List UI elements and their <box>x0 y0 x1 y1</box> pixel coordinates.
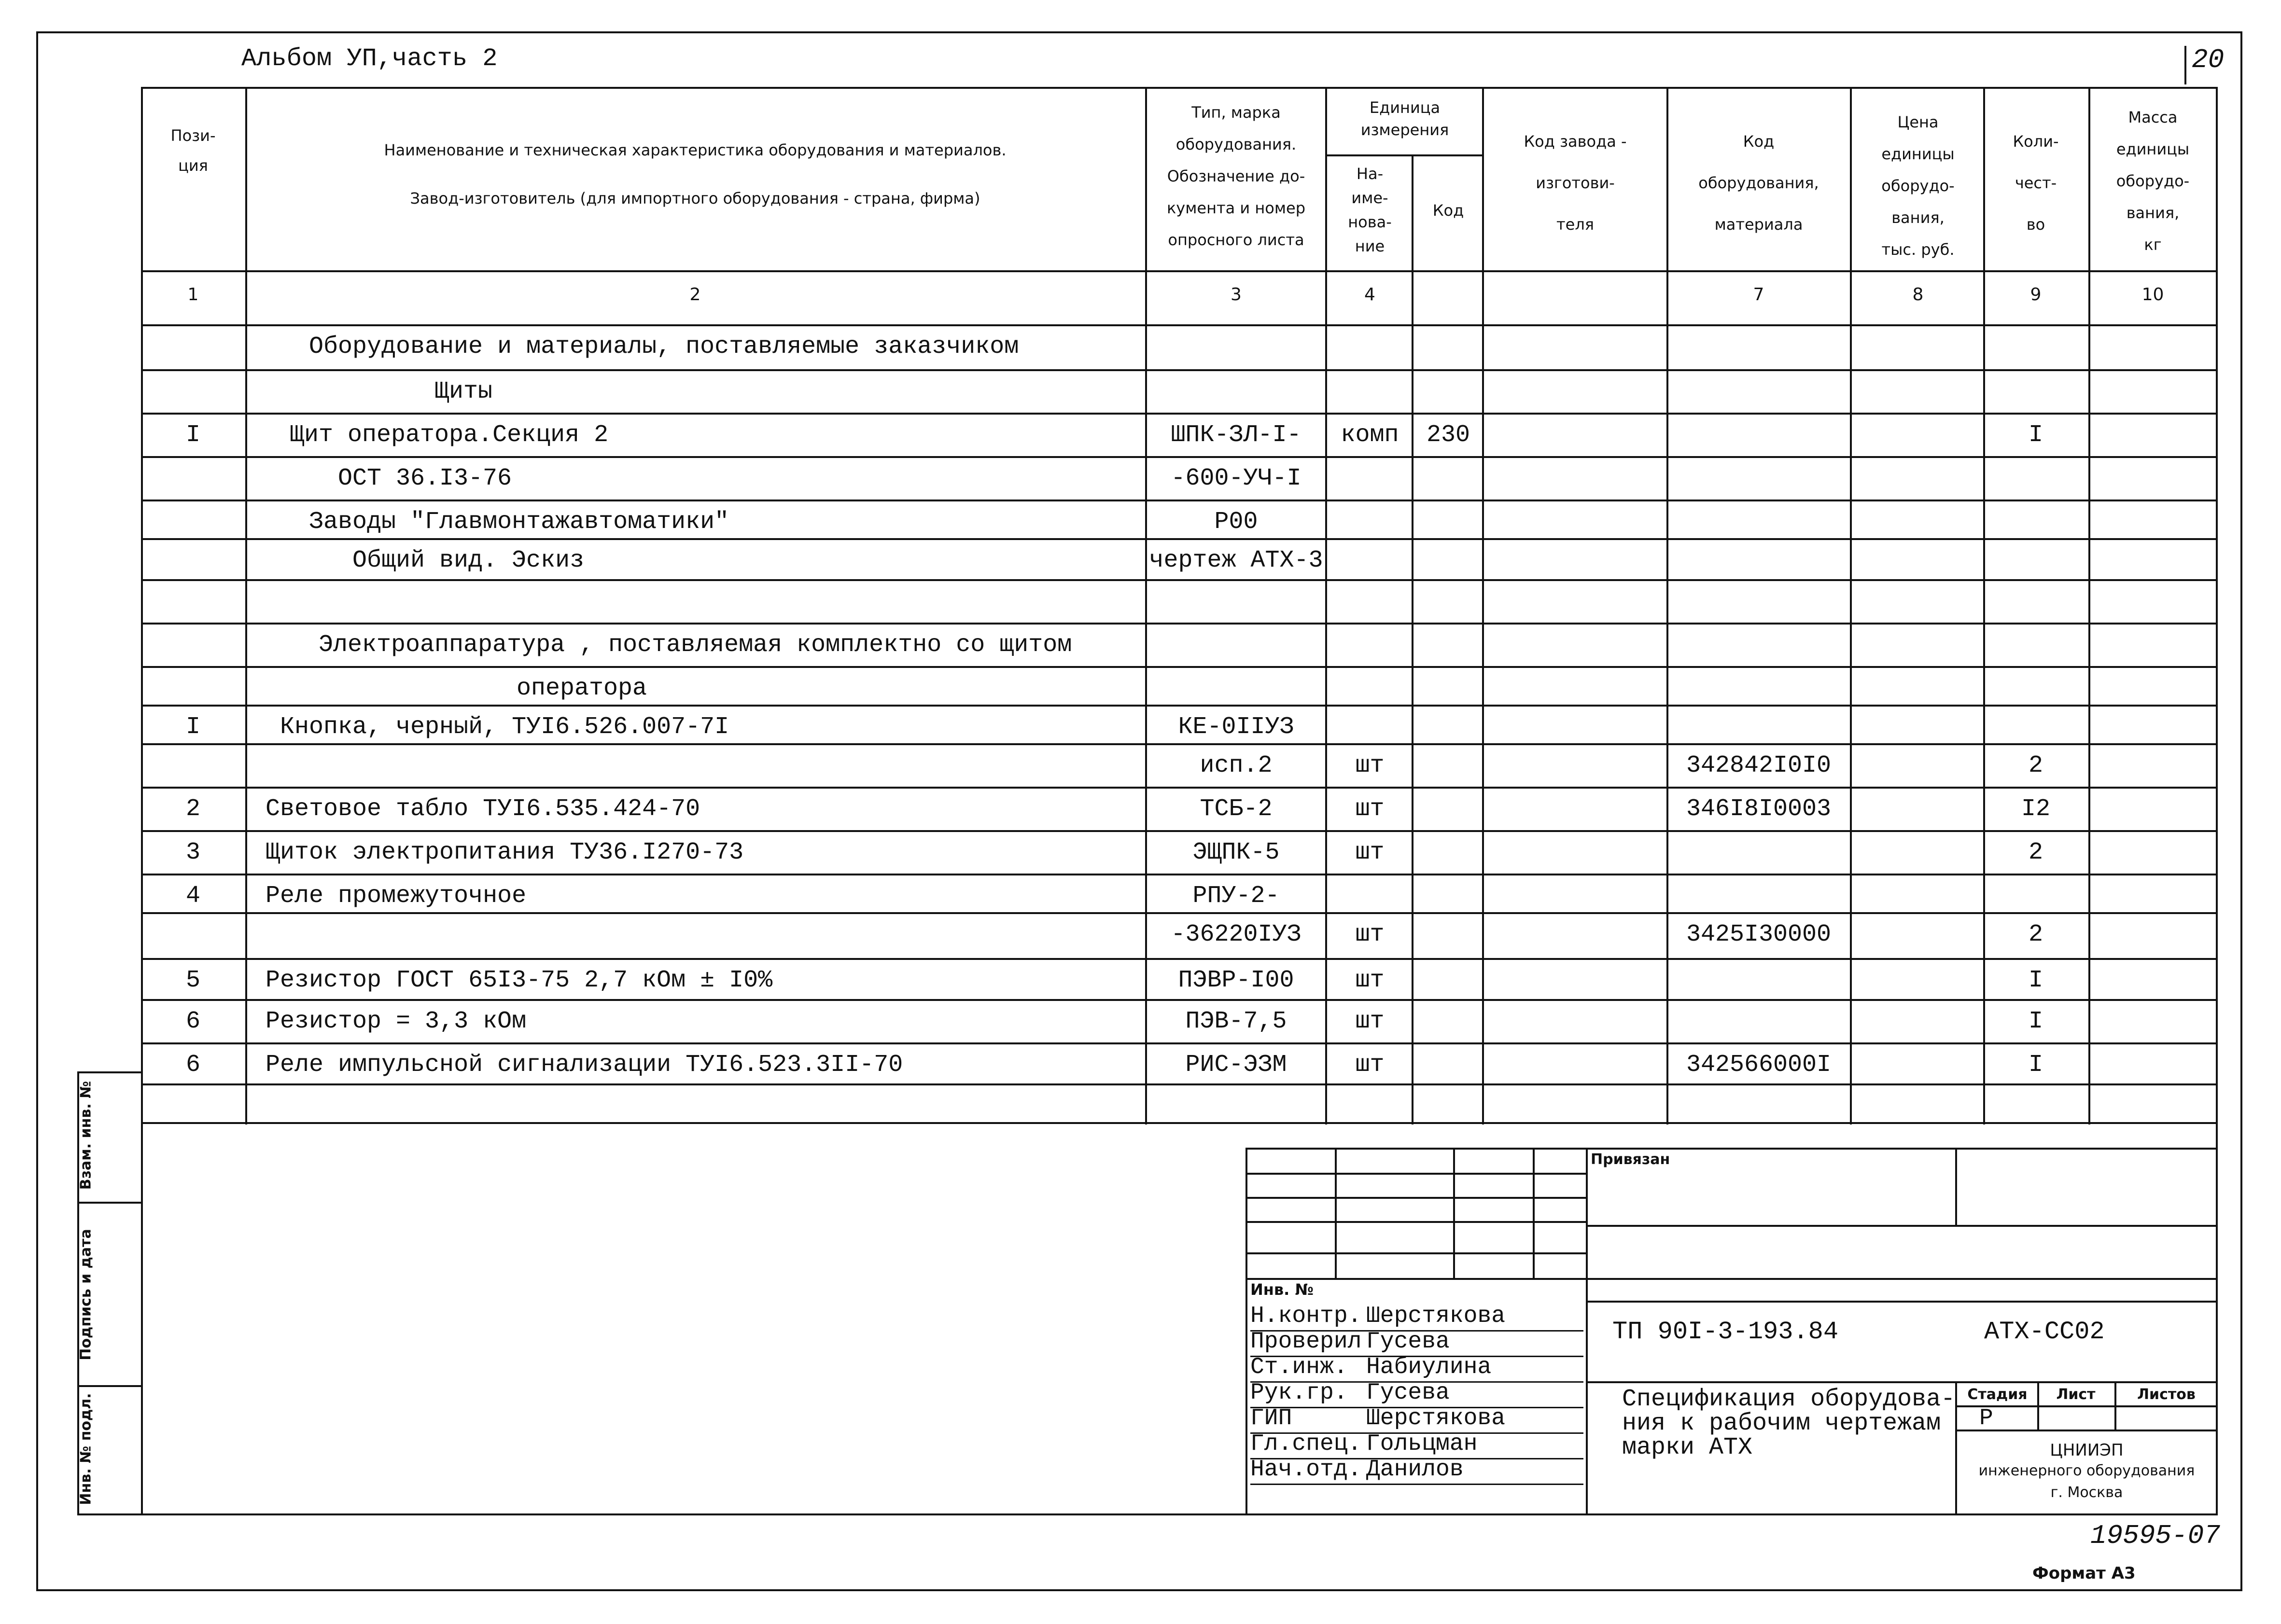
frame-right-border <box>2240 31 2242 1591</box>
row-position: 6 <box>185 1008 200 1035</box>
signature-name: Данилов <box>1366 1457 1464 1483</box>
org-line3: г. Москва <box>2050 1484 2123 1501</box>
page-number-divider <box>2184 46 2186 84</box>
row-position: 2 <box>185 795 200 823</box>
row-line <box>141 1083 2218 1085</box>
row-type: исп.2 <box>1200 752 1273 779</box>
header-price: Цена единицы оборудо- вания, тыс. руб. <box>1881 113 1955 259</box>
row-position: 4 <box>185 882 200 910</box>
signature-name: Гусева <box>1366 1380 1450 1406</box>
row-name: оператора <box>517 675 647 702</box>
tb-row-line-3 <box>1245 1221 1586 1223</box>
tb-small-col-1 <box>1335 1148 1337 1278</box>
tb-left-line <box>1245 1148 1247 1514</box>
row-line <box>141 787 2218 789</box>
tb-row-line-1 <box>1245 1173 1586 1175</box>
colnum-9: 9 <box>2030 285 2042 305</box>
header-unit-group: Единица измерения <box>1360 98 1449 139</box>
row-type: ШПК-ЗЛ-I- <box>1171 421 1301 449</box>
frame-top-border <box>36 31 2242 33</box>
colnum-2: 2 <box>689 285 701 305</box>
tb-stage-line-1 <box>1955 1405 2218 1407</box>
colnum-7: 7 <box>1753 285 1764 305</box>
sheet-code: АТХ-СС02 <box>1984 1318 2105 1346</box>
row-type: ПЭВР-I00 <box>1178 967 1294 994</box>
header-quantity: Коли- чест- во <box>2013 132 2059 234</box>
row-line <box>141 413 2218 415</box>
tb-invno-line <box>1245 1278 2218 1280</box>
replace-inv-label: Взам. инв. № <box>77 1081 95 1190</box>
row-name: Оборудование и материалы, поставляемые заказчиком <box>309 333 1019 361</box>
header-name-line1: Наименование и техническая характеристика оборудования и материалов. <box>384 141 1007 159</box>
archive-number: 19595-07 <box>2090 1520 2220 1551</box>
header-unit-code: Код <box>1432 201 1464 220</box>
inv-no-label: Инв. № <box>1250 1280 1314 1299</box>
album-title: Альбом УП,часть 2 <box>241 44 498 73</box>
colnum-10: 10 <box>2141 285 2164 305</box>
col-line-2 <box>1145 87 1147 1124</box>
tb-attached-divider <box>1955 1148 1957 1225</box>
row-type: КЕ-0IIУЗ <box>1178 713 1294 741</box>
row-type: -36220IУЗ <box>1171 921 1301 948</box>
stage-label: Стадия <box>1967 1386 2028 1403</box>
titleblock-right-line <box>2216 1122 2218 1515</box>
tb-small-col-3 <box>1533 1148 1535 1278</box>
row-unit: шт <box>1355 967 1385 994</box>
tb-small-col-2 <box>1453 1148 1455 1278</box>
row-line <box>141 830 2218 832</box>
signature-name: Шерстякова <box>1366 1303 1506 1329</box>
inv-no-orig-label: Инв. № подл. <box>77 1393 95 1505</box>
row-type: Р00 <box>1214 508 1258 536</box>
row-equipment-code: 346I8I0003 <box>1686 795 1832 823</box>
col-line-7 <box>1850 87 1852 1124</box>
row-quantity: I <box>2028 967 2043 994</box>
row-position: 3 <box>185 839 200 866</box>
colnum-4: 4 <box>1364 285 1375 305</box>
row-quantity: I2 <box>2021 795 2050 823</box>
col-line-3 <box>1325 87 1327 1124</box>
colnum-3: 3 <box>1231 285 1242 305</box>
tb-code-top-line <box>1586 1301 2218 1303</box>
row-type: ЭЩПК-5 <box>1192 839 1280 866</box>
tb-title-org-divider <box>1955 1381 1957 1514</box>
signature-name: Гусева <box>1366 1329 1450 1355</box>
sheet-label: Лист <box>2056 1386 2096 1403</box>
tb-stage-col-1 <box>2037 1381 2039 1430</box>
signature-name: Гольцман <box>1366 1431 1478 1457</box>
row-type: -600-УЧ-I <box>1171 465 1301 492</box>
col-line-6 <box>1666 87 1668 1124</box>
sign-date-label: Подпись и дата <box>77 1229 95 1360</box>
row-unit: шт <box>1355 752 1385 779</box>
tb-row-line-4 <box>1245 1252 1586 1254</box>
tb-stage-col-2 <box>2114 1381 2116 1430</box>
frame-left-border <box>36 31 38 1591</box>
row-equipment-code: 342566000I <box>1686 1051 1832 1079</box>
header-unit-name: На- име- нова- ние <box>1348 165 1392 255</box>
row-position: 6 <box>185 1051 200 1079</box>
table-top-line <box>141 87 2218 89</box>
header-name-line2: Завод-изготовитель (для импортного оборудования - страна, фирма) <box>410 189 980 208</box>
col-line-9 <box>2088 87 2090 1124</box>
row-type: ТСБ-2 <box>1200 795 1273 823</box>
tb-attached-bottom-line <box>1586 1225 2218 1227</box>
row-position: I <box>185 421 200 449</box>
row-equipment-code: 342842I0I0 <box>1686 752 1832 779</box>
row-name: Электроаппаратура , поставляемая комплектно со щитом <box>319 631 1072 659</box>
row-line <box>141 369 2218 371</box>
row-unit: комп <box>1341 421 1399 449</box>
signature-role: Н.контр. <box>1250 1303 1362 1329</box>
row-type: ПЭВ-7,5 <box>1185 1008 1287 1035</box>
col-line-1 <box>245 87 247 1124</box>
row-type: РИС-ЭЗМ <box>1185 1051 1287 1079</box>
col-line-0 <box>141 87 143 1124</box>
row-line <box>141 958 2218 960</box>
stamp-top-line <box>77 1071 143 1073</box>
titleblock-bottom-line <box>141 1513 2218 1515</box>
signature-role: Проверил <box>1250 1329 1362 1355</box>
unit-subheader-line <box>1325 154 1482 156</box>
document-title: Спецификация оборудова- ния к рабочим чертежам марки АТХ <box>1622 1386 1956 1461</box>
row-position: 5 <box>185 967 200 994</box>
colnum-1: 1 <box>187 285 199 305</box>
signature-name: Шерстякова <box>1366 1405 1506 1431</box>
org-line2: инженерного оборудования <box>1978 1462 2195 1479</box>
row-equipment-code: 3425I30000 <box>1686 921 1832 948</box>
tb-main-divider <box>1586 1148 1588 1514</box>
page-number: 20 <box>2192 44 2225 75</box>
header-mass: Масса единицы оборудо- вания, кг <box>2116 108 2190 254</box>
col-line-5 <box>1482 87 1484 1124</box>
row-unit-code: 230 <box>1426 421 1470 449</box>
stamp-line-1 <box>77 1202 143 1204</box>
row-line <box>141 705 2218 707</box>
row-name: Резистор ГОСТ 65I3-75 2,7 кОм ± I0% <box>266 967 773 994</box>
row-line <box>141 579 2218 581</box>
row-line <box>141 456 2218 458</box>
row-name: Кнопка, черный, ТУI6.526.007-7I <box>280 713 729 741</box>
row-quantity: 2 <box>2028 752 2043 779</box>
signature-role: Гл.спец. <box>1250 1431 1362 1457</box>
header-position: Пози- ция <box>170 126 216 175</box>
sheets-label: Листов <box>2137 1386 2196 1403</box>
row-name: Реле импульсной сигнализации ТУI6.523.3II-70 <box>266 1051 903 1079</box>
row-name: Световое табло ТУI6.535.424-70 <box>266 795 700 823</box>
row-name: Заводы "Главмонтажавтоматики" <box>309 508 729 536</box>
table-colnum-bottom-line <box>141 324 2218 326</box>
row-name: Щиты <box>434 378 493 405</box>
row-name: Общий вид. Эскиз <box>352 547 585 574</box>
row-position: I <box>185 713 200 741</box>
stage-value: Р <box>1979 1405 1993 1431</box>
tb-stage-line-2 <box>1955 1430 2218 1431</box>
row-quantity: I <box>2028 1008 2043 1035</box>
row-unit: шт <box>1355 921 1385 948</box>
row-name: Щит оператора.Секция 2 <box>290 421 609 449</box>
row-unit: шт <box>1355 1051 1385 1079</box>
stamp-bottom-line <box>77 1513 143 1515</box>
row-unit: шт <box>1355 1008 1385 1035</box>
row-line <box>141 623 2218 625</box>
row-name: Щиток электропитания ТУ36.I270-73 <box>266 839 744 866</box>
row-name: Реле промежуточное <box>266 882 527 910</box>
row-unit: шт <box>1355 839 1385 866</box>
row-quantity: 2 <box>2028 921 2043 948</box>
row-line <box>141 874 2218 875</box>
signature-role: Ст.инж. <box>1250 1354 1348 1380</box>
colnum-8: 8 <box>1912 285 1924 305</box>
tb-top-line <box>1245 1148 2218 1150</box>
row-quantity: I <box>2028 1051 2043 1079</box>
tb-code-bottom-line <box>1586 1381 2218 1383</box>
row-line <box>141 999 2218 1001</box>
doc-code: ТП 90I-3-193.84 <box>1612 1318 1839 1346</box>
signature-name: Набиулина <box>1366 1354 1492 1380</box>
attached-label: Привязан <box>1591 1151 1670 1168</box>
row-name: ОСТ 36.I3-76 <box>338 465 512 492</box>
row-quantity: 2 <box>2028 839 2043 866</box>
header-equipment-code: Код оборудования, материала <box>1698 132 1819 234</box>
frame-bottom-border <box>36 1589 2242 1591</box>
row-name: Резистор = 3,3 кОм <box>266 1008 527 1035</box>
table-bottom-line <box>141 1122 2218 1124</box>
tb-row-line-2 <box>1245 1197 1586 1199</box>
row-line <box>141 666 2218 668</box>
row-quantity: I <box>2028 421 2043 449</box>
row-line <box>141 500 2218 501</box>
col-line-10 <box>2216 87 2218 1124</box>
org-line1: ЦНИИЭП <box>2050 1441 2124 1460</box>
row-line <box>141 1042 2218 1044</box>
titleblock-left-line <box>141 1122 143 1515</box>
format-label: Формат А3 <box>2032 1564 2136 1583</box>
signature-role: Нач.отд. <box>1250 1457 1362 1483</box>
table-header-bottom-line <box>141 270 2218 272</box>
signature-role: Рук.гр. <box>1250 1380 1348 1406</box>
signature-line <box>1250 1484 1583 1485</box>
row-type: чертеж АТХ-3 <box>1149 547 1323 574</box>
row-unit: шт <box>1355 795 1385 823</box>
row-type: РПУ-2- <box>1192 882 1280 910</box>
header-type: Тип, марка оборудования. Обозначение до- кумента и номер опросного листа <box>1166 103 1306 249</box>
signature-role: ГИП <box>1250 1405 1292 1431</box>
header-maker-code: Код завода - изготови- теля <box>1524 132 1627 234</box>
